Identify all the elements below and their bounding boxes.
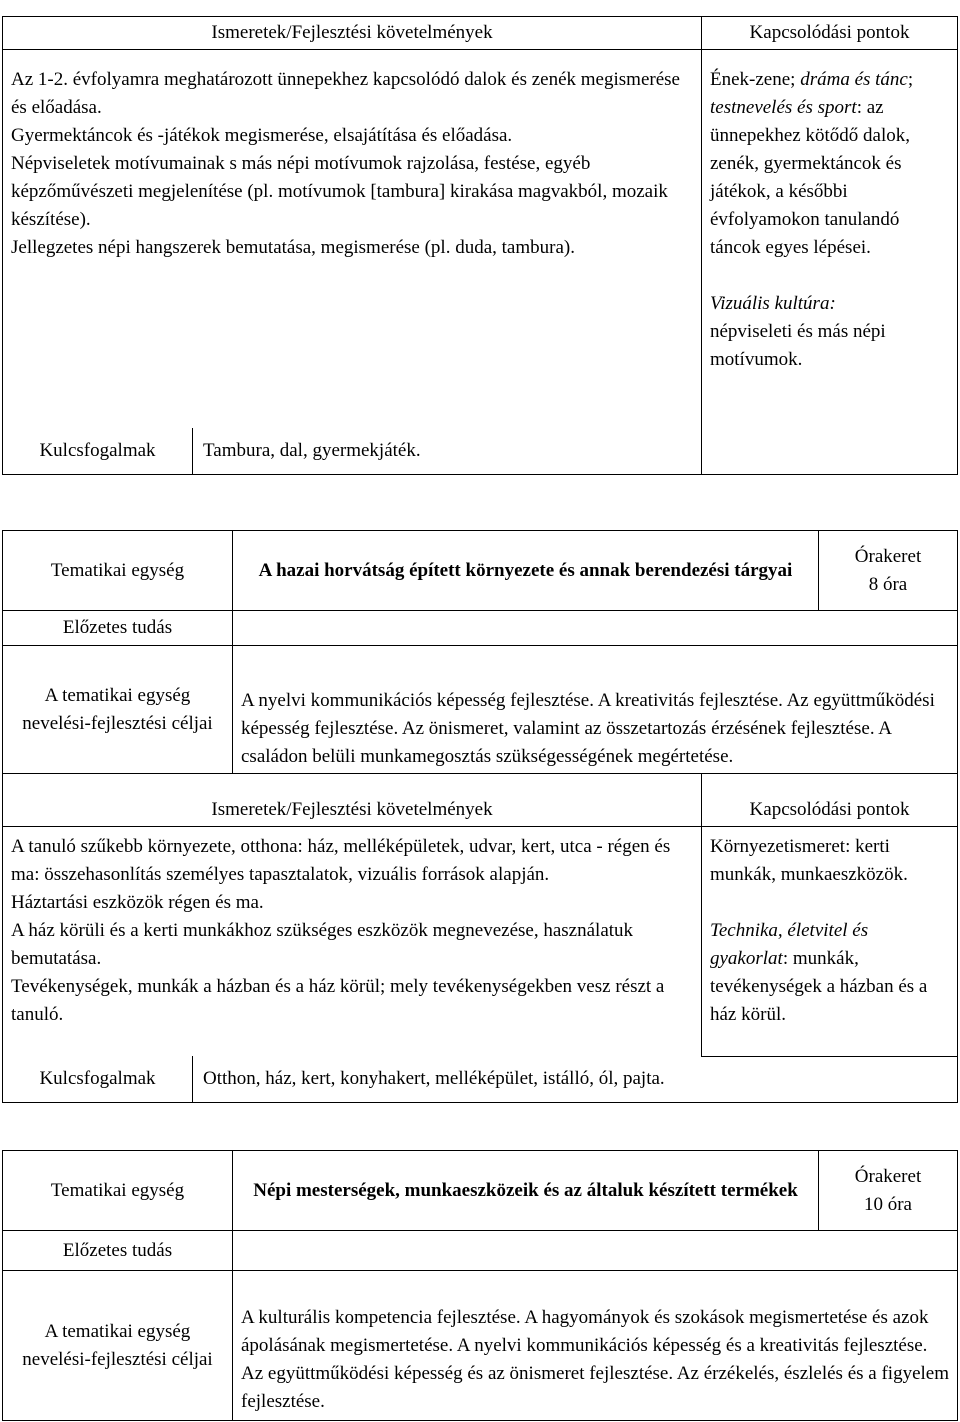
connections-header: Kapcsolódási pontok [702, 774, 958, 826]
subject-link: dráma és tánc [800, 69, 908, 90]
subject-link: Környezetismeret [710, 835, 846, 857]
section-2-table [2, 530, 957, 1103]
connection-text: : munkák, tevékenységek a házban és a ház körül. [710, 947, 928, 1025]
connections-content [702, 50, 958, 475]
key-concepts-label: Kulcsfogalmak [3, 1056, 193, 1102]
goals-label: A tematikai egység nevelési-fejlesztési céljai [3, 1271, 233, 1421]
prior-knowledge-label: Előzetes tudás [3, 611, 233, 646]
requirement-line: Gyermektáncok és -játékok megismerése, elsajátítása és előadása. [11, 125, 513, 146]
separator: ; [790, 69, 801, 90]
requirements-content [3, 826, 702, 1056]
hours-cell [819, 531, 958, 611]
connections-header: Kapcsolódási pontok [702, 17, 958, 50]
goals-text: A kulturális kompetencia fejlesztése. A hagyományok és szokások megismertetése és azok ápolásának megismertetése. A nyelvi kommunikációs képesség és a kreativitás fejlesztése. Az együttműködési képesség és az önismeret fejlesztése. Az érzékelés, észlelés és a figyelem fejlesztése. [233, 1271, 958, 1421]
requirement-line: Jellegzetes népi hangszerek bemutatása, megismerése (pl. duda, tambura). [11, 237, 575, 258]
connection-paragraph [710, 66, 949, 262]
separator: ; [907, 69, 914, 90]
requirement-line: Népviseletek motívumainak s más népi motívumok rajzolása, festése, egyéb képzőművészeti megjelenítése (pl. motívumok [tambura] kirakása magvakból, mozaik készítése). [11, 153, 668, 230]
connections-content [702, 826, 958, 1056]
subject-link: testnevelés és sport [710, 97, 857, 118]
unit-title: Népi mesterségek, munkaeszközeik és az általuk készített termékek [233, 1151, 819, 1231]
connection-text: : az ünnepekhez kötődő dalok, zenék, gyermektáncok és játékok, a későbbi évfolyamokon tanulandó táncok egyes lépései. [710, 97, 910, 258]
hours-value: 8 óra [868, 573, 908, 595]
section-1-table [2, 16, 957, 475]
prior-knowledge-value [233, 1231, 958, 1271]
hours-cell [819, 1151, 958, 1231]
unit-label: Tematikai egység [3, 1151, 233, 1231]
requirements-content [3, 50, 702, 428]
hours-label: Órakeret [854, 545, 922, 567]
key-concepts-value: Tambura, dal, gyermekjáték. [193, 428, 702, 475]
connection-paragraph [710, 917, 949, 1029]
section-3-table [2, 1150, 957, 1421]
connection-paragraph [710, 833, 949, 889]
hours-value: 10 óra [863, 1193, 912, 1215]
requirement-line: A ház körüli és a kerti munkákhoz szükséges eszközök megnevezése, használatuk bemutatása. [11, 919, 634, 969]
key-concepts-value: Otthon, ház, kert, konyhakert, melléképület, istálló, ól, pajta. [193, 1056, 958, 1102]
subject-link: Vizuális kultúra: [710, 293, 836, 314]
key-concepts-label: Kulcsfogalmak [3, 428, 193, 475]
requirements-header: Ismeretek/Fejlesztési követelmények [3, 774, 702, 826]
requirement-line: Tevékenységek, munkák a házban és a ház körül; mely tevékenységekben vesz részt a tanuló. [11, 975, 665, 1025]
requirements-header: Ismeretek/Fejlesztési követelmények [3, 17, 702, 50]
goals-text: A nyelvi kommunikációs képesség fejlesztése. A kreativitás fejlesztése. Az együttműködési képesség fejlesztése. Az önismeret, valamint az összetartozás érzésének fejlesztése. A családon belüli munkamegosztás szükségességének megértetése. [233, 646, 958, 774]
subject-link: Technika, életvitel és gyakorlat [710, 919, 869, 969]
prior-knowledge-label: Előzetes tudás [3, 1231, 233, 1271]
hours-label: Órakeret [854, 1165, 922, 1187]
connection-text: népviseleti és más népi motívumok. [710, 321, 886, 370]
prior-knowledge-value [233, 611, 958, 646]
goals-label: A tematikai egység nevelési-fejlesztési céljai [3, 646, 233, 774]
subject-link: Ének-zene [710, 69, 791, 90]
requirement-line: A tanuló szűkebb környezete, otthona: ház, melléképületek, udvar, kert, utca - régen és ma: összehasonlítás személyes tapasztalatok, vizuális források alapján. [11, 835, 671, 885]
unit-label: Tematikai egység [3, 531, 233, 611]
requirement-line: Háztartási eszközök régen és ma. [11, 891, 264, 913]
unit-title: A hazai horvátság épített környezete és annak berendezési tárgyai [233, 531, 819, 611]
requirement-line: Az 1-2. évfolyamra meghatározott ünnepekhez kapcsolódó dalok és zenék megismerése és előadása. [11, 69, 680, 118]
connection-text: : kerti munkák, munkaeszközök. [710, 835, 908, 885]
